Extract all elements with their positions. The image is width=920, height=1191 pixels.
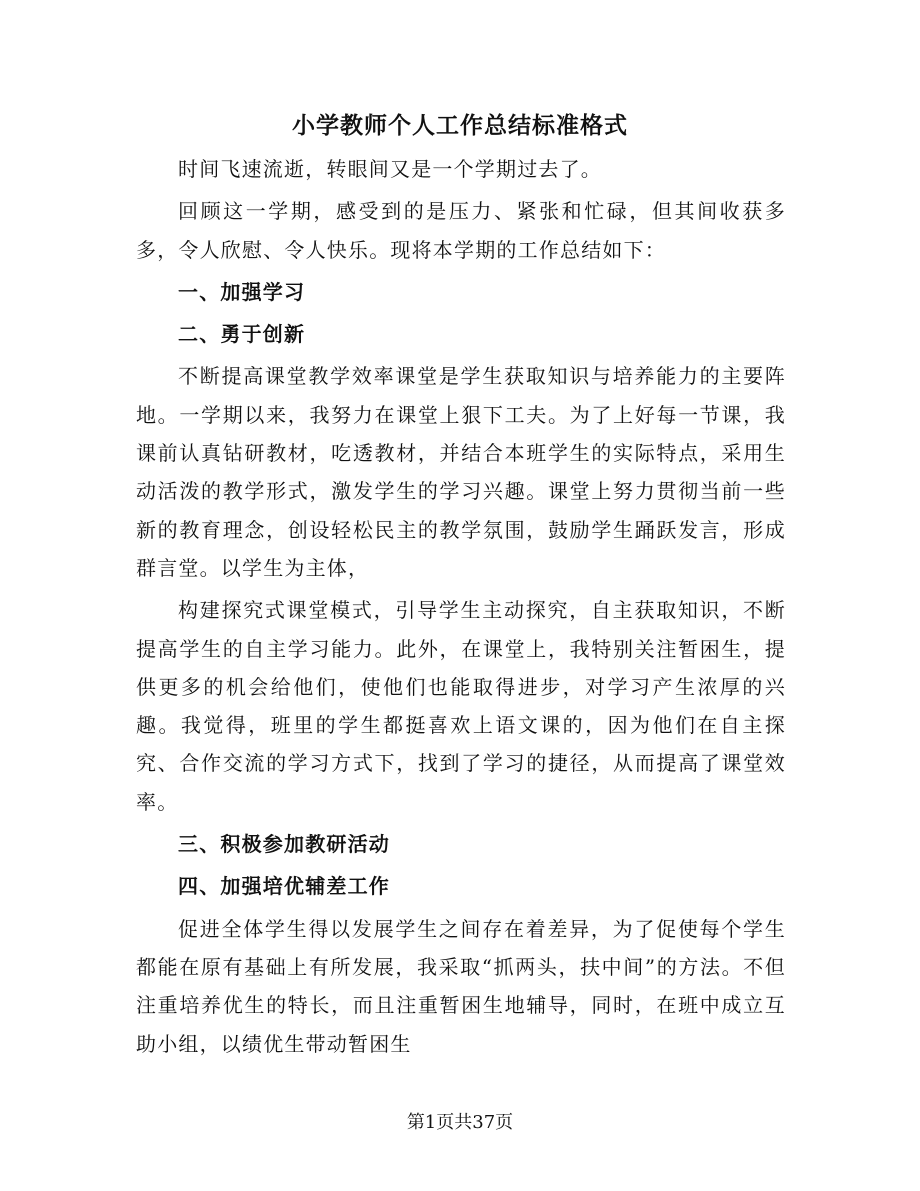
section-heading-innovation: 二、勇于创新 bbox=[178, 322, 306, 347]
section-heading-research: 三、积极参加教研活动 bbox=[178, 832, 390, 857]
inquiry-model-paragraph: 构建探究式课堂模式，引导学生主动探究，自主获取知识，不断提高学生的自主学习能力。此外，在课堂上，我特别关注暂困生，提供更多的机会给他们，使他们也能取得进步，对学习产生浓厚的兴趣。我觉得，班里的学生都挺喜欢上语文课的，因为他们在自主探究、合作交流的学习方式下，找到了学习的捷径，从而提高了课堂效率。 bbox=[136, 598, 786, 814]
intro-paragraph: 时间飞速流逝，转眼间又是一个学期过去了。 bbox=[178, 157, 602, 181]
section-heading-study: 一、加强学习 bbox=[178, 279, 306, 304]
section-heading-tutoring: 四、加强培优辅差工作 bbox=[178, 874, 390, 899]
document-title: 小学教师个人工作总结标准格式 bbox=[292, 112, 628, 139]
classroom-efficiency-paragraph: 不断提高课堂教学效率课堂是学生获取知识与培养能力的主要阵地。一学期以来，我努力在课堂上狠下工夫。为了上好每一节课，我课前认真钻研教材，吃透教材，并结合本班学生的实际特点，采用生动活泼的教学形式，激发学生的学习兴趣。课堂上努力贯彻当前一些新的教育理念，创设轻松民主的教学氛围，鼓励学生踊跃发言，形成群言堂。以学生为主体， bbox=[136, 364, 786, 580]
review-paragraph: 回顾这一学期，感受到的是压力、紧张和忙碌，但其间收获多多，令人欣慰、令人快乐。现将本学期的工作总结如下： bbox=[136, 199, 786, 262]
document-body bbox=[136, 150, 786, 1063]
page-number: 第1页共37页 bbox=[406, 1112, 514, 1133]
tutoring-paragraph: 促进全体学生得以发展学生之间存在着差异，为了促使每个学生都能在原有基础上有所发展，我采取“抓两头，扶中间”的方法。不但注重培养优生的特长，而且注重暂困生地辅导，同时，在班中成立互助小组，以绩优生带动暂困生 bbox=[136, 916, 786, 1056]
